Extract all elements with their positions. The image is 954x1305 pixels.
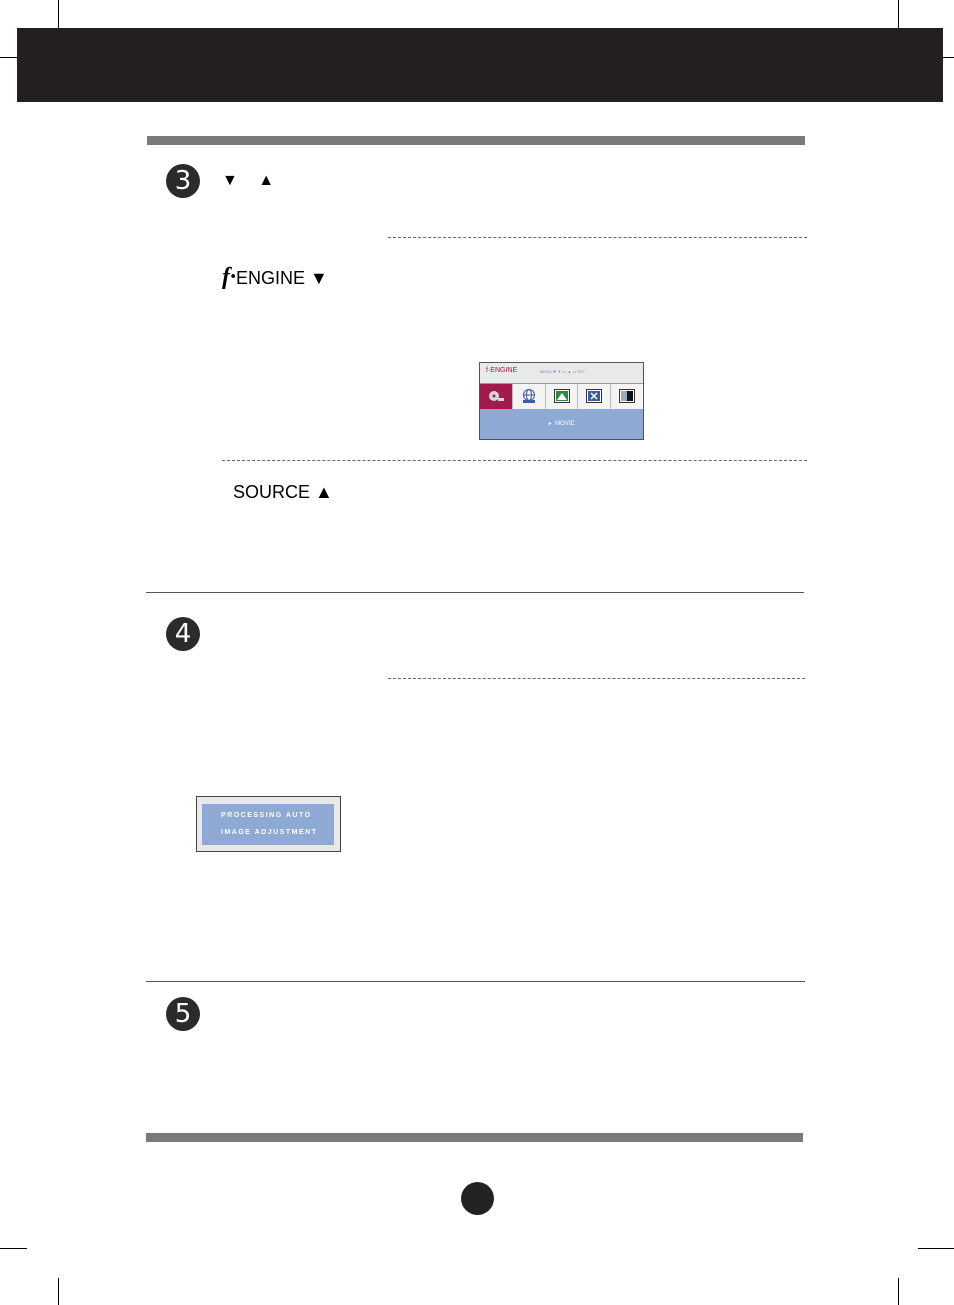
step-4-badge: 4 [166, 617, 200, 651]
normal-icon [578, 384, 611, 409]
dashed-divider [222, 460, 807, 461]
section-divider [146, 981, 805, 982]
osd-mode-text: MOVIE [555, 421, 575, 427]
fengine-label-text: ENGINE ▼ [236, 268, 328, 288]
crop-mark [58, 1278, 59, 1305]
step-3-badge: 3 [166, 164, 200, 198]
processing-message-panel [202, 804, 334, 845]
processing-line-2: IMAGE ADJUSTMENT [221, 829, 318, 836]
processing-message-box [196, 796, 341, 852]
osd-header [480, 363, 643, 384]
internet-icon [513, 384, 546, 409]
source-label: SOURCE ▲ [233, 482, 333, 502]
section-top-rule [147, 136, 805, 145]
crop-mark [0, 57, 17, 58]
crop-mark [58, 0, 59, 28]
picture-icon [546, 384, 579, 409]
page-number-badge [461, 1182, 494, 1215]
section-divider [146, 592, 804, 593]
step-5-badge: 5 [166, 997, 200, 1031]
fengine-label [222, 264, 328, 291]
crop-mark [898, 1278, 899, 1305]
page-header-bar [17, 28, 943, 102]
osd-mode-panel [480, 409, 643, 439]
crop-mark [918, 1248, 954, 1249]
osd-selected-mode: ▸ MOVIE [548, 421, 575, 427]
dashed-divider [388, 678, 805, 679]
section-bottom-rule [146, 1133, 803, 1142]
fengine-osd-screen [479, 362, 644, 440]
crop-mark [0, 1248, 27, 1249]
osd-mode-icons [480, 384, 643, 409]
osd-title: f·ENGINE [486, 367, 518, 374]
dashed-divider [388, 237, 807, 238]
contrast-icon [611, 384, 643, 409]
processing-line-1: PROCESSING AUTO [221, 812, 312, 819]
arrow-buttons-label: ▼ ▲ [222, 172, 283, 189]
movie-icon [480, 384, 513, 409]
fengine-logo: f· [222, 264, 236, 290]
crop-mark [898, 0, 899, 28]
osd-key-hint: MENU ⊠ ▼ ▭ ▲ ▭ SET [540, 369, 586, 374]
